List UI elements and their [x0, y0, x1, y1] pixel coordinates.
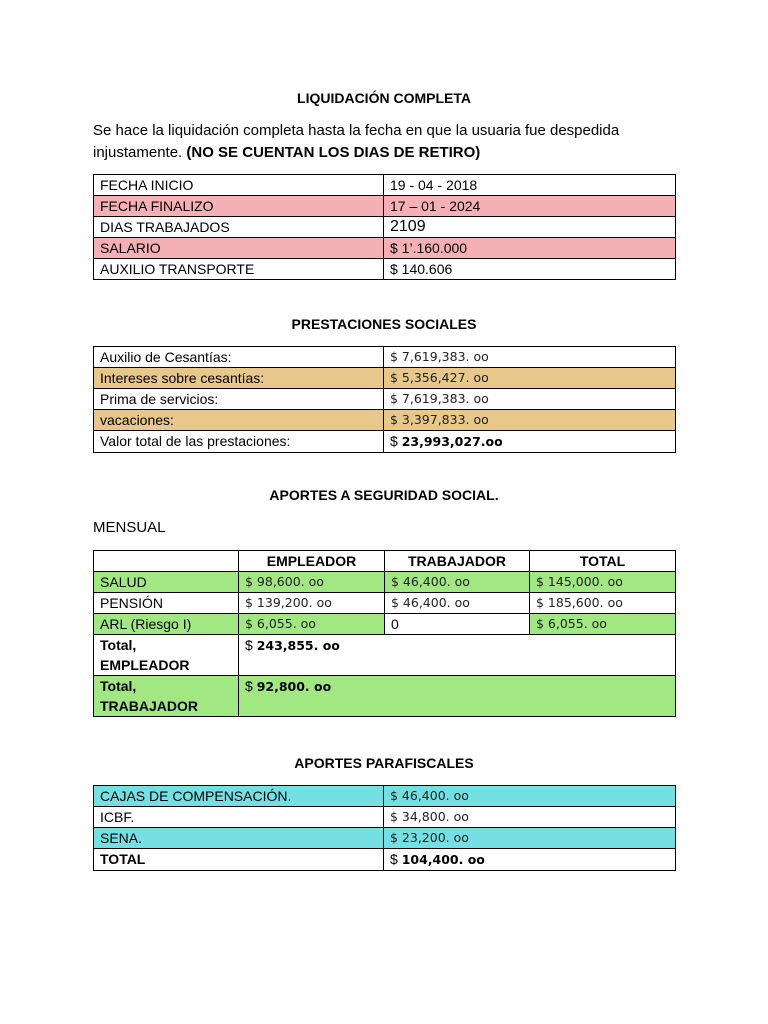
general-value: $ 1’.160.000	[384, 238, 676, 259]
table-row	[94, 849, 676, 871]
currency-symbol: $	[245, 637, 257, 653]
general-label: SALARIO	[94, 238, 384, 259]
table-row	[94, 676, 676, 717]
table-row	[94, 368, 676, 389]
table-row	[94, 259, 676, 280]
table-row	[94, 593, 676, 614]
table-row	[94, 786, 676, 807]
prestacion-label: Valor total de las prestaciones:	[94, 431, 384, 453]
column-header: TOTAL	[530, 551, 676, 572]
aporte-empleador: $ 6,055. oo	[239, 614, 385, 635]
aporte-total: $ 145,000. oo	[530, 572, 676, 593]
currency-symbol: $	[390, 433, 402, 449]
aporte-empleador: $ 139,200. oo	[239, 593, 385, 614]
parafiscal-value: $ 23,200. oo	[384, 828, 676, 849]
total-label-line1: Total,	[100, 678, 137, 694]
prestacion-label: Prima de servicios:	[94, 389, 384, 410]
general-label: AUXILIO TRANSPORTE	[94, 259, 384, 280]
aporte-empleador: $ 98,600. oo	[239, 572, 385, 593]
parafiscal-value: $ 46,400. oo	[384, 786, 676, 807]
general-table	[93, 174, 676, 280]
general-value: 17 – 01 - 2024	[384, 196, 676, 217]
table-row	[94, 389, 676, 410]
prestaciones-heading: PRESTACIONES SOCIALES	[291, 316, 477, 332]
currency-symbol: $	[390, 851, 402, 867]
parafiscal-label: CAJAS DE COMPENSACIÓN.	[94, 786, 384, 807]
table-row	[94, 347, 676, 368]
table-row	[94, 635, 676, 676]
parafiscal-total-label: TOTAL	[94, 849, 384, 871]
aporte-label: PENSIÓN	[94, 593, 239, 614]
intro-text: Se hace la liquidación completa hasta la fecha en que la usuaria fue despedida injustamente.	[93, 122, 620, 161]
table-row	[94, 572, 676, 593]
total-label-line2: EMPLEADOR	[100, 657, 190, 673]
seguridad-heading: APORTES A SEGURIDAD SOCIAL.	[269, 487, 499, 503]
intro-paragraph	[93, 120, 683, 164]
aporte-trabajador: $ 46,400. oo	[385, 593, 530, 614]
prestaciones-table	[93, 346, 676, 453]
parafiscal-value: $ 34,800. oo	[384, 807, 676, 828]
table-row	[94, 238, 676, 259]
parafiscales-table	[93, 785, 676, 871]
aporte-label: ARL (Riesgo I)	[94, 614, 239, 635]
prestacion-label: Auxilio de Cesantías:	[94, 347, 384, 368]
table-row	[94, 175, 676, 196]
general-value: $ 140.606	[384, 259, 676, 280]
prestacion-value: $ 5,356,427. oo	[384, 368, 676, 389]
parafiscales-heading: APORTES PARAFISCALES	[294, 755, 474, 771]
prestacion-label: Intereses sobre cesantías:	[94, 368, 384, 389]
general-value: 19 - 04 - 2018	[384, 175, 676, 196]
column-header: TRABAJADOR	[385, 551, 530, 572]
table-row	[94, 807, 676, 828]
aporte-trabajador: 0	[385, 614, 530, 635]
aporte-total: $ 6,055. oo	[530, 614, 676, 635]
intro-bold-note: (NO SE CUENTAN LOS DIAS DE RETIRO)	[186, 144, 481, 161]
currency-symbol: $	[245, 678, 257, 694]
table-header-row	[94, 551, 676, 572]
table-row	[94, 410, 676, 431]
prestacion-total-value: 23,993,027.oo	[401, 434, 503, 449]
prestacion-value: $ 7,619,383. oo	[384, 389, 676, 410]
total-trabajador-label	[94, 676, 239, 717]
prestacion-value: $ 7,619,383. oo	[384, 347, 676, 368]
aporte-label: SALUD	[94, 572, 239, 593]
total-label-line2: TRABAJADOR	[100, 698, 198, 714]
parafiscal-label: SENA.	[94, 828, 384, 849]
table-row	[94, 217, 676, 238]
page-title: LIQUIDACIÓN COMPLETA	[297, 90, 471, 106]
aporte-trabajador: $ 46,400. oo	[385, 572, 530, 593]
general-label: FECHA FINALIZO	[94, 196, 384, 217]
total-empleador-label	[94, 635, 239, 676]
total-trabajador-cell	[239, 676, 676, 717]
total-empleador-value: 243,855. oo	[256, 638, 340, 653]
prestacion-value: $ 3,397,833. oo	[384, 410, 676, 431]
table-row	[94, 431, 676, 453]
parafiscal-total-value: 104,400. oo	[401, 852, 485, 867]
general-value: 2109	[384, 217, 676, 238]
column-header: EMPLEADOR	[239, 551, 385, 572]
total-label-line1: Total,	[100, 637, 137, 653]
total-empleador-cell	[239, 635, 676, 676]
general-label: FECHA INICIO	[94, 175, 384, 196]
column-header	[94, 551, 239, 572]
parafiscal-label: ICBF.	[94, 807, 384, 828]
prestacion-label: vacaciones:	[94, 410, 384, 431]
period-label: MENSUAL	[93, 519, 166, 536]
aporte-total: $ 185,600. oo	[530, 593, 676, 614]
prestacion-total-cell	[384, 431, 676, 453]
table-row	[94, 196, 676, 217]
general-label: DIAS TRABAJADOS	[94, 217, 384, 238]
total-trabajador-value: 92,800. oo	[256, 679, 332, 694]
table-row	[94, 614, 676, 635]
parafiscal-total-cell	[384, 849, 676, 871]
table-row	[94, 828, 676, 849]
seguridad-table	[93, 550, 676, 717]
